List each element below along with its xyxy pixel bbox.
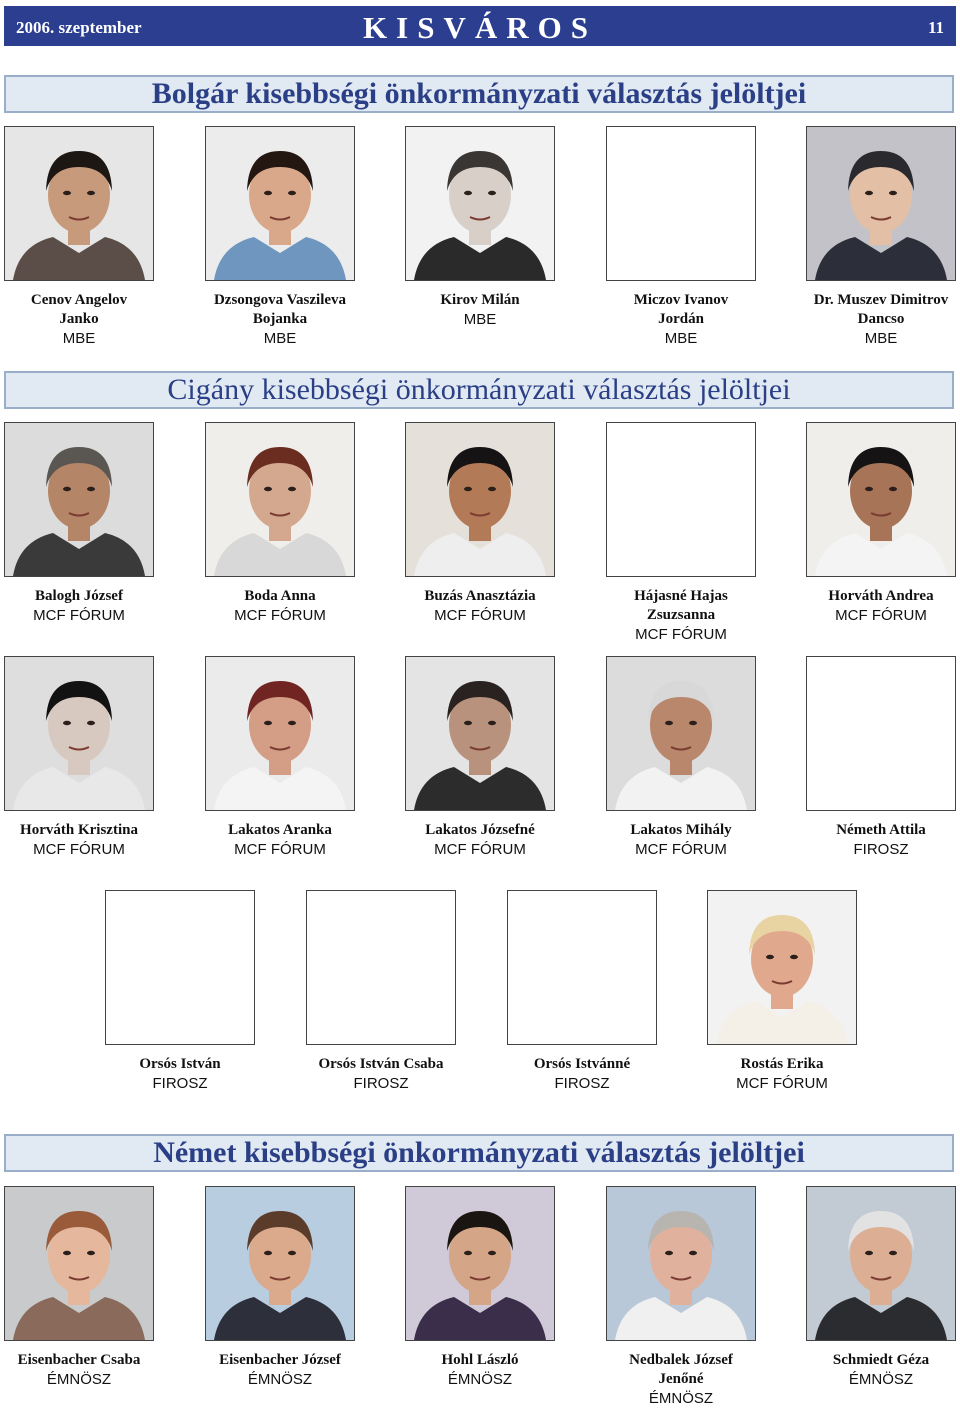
candidate-party: MCF FÓRUM <box>434 841 526 858</box>
candidate-caption <box>385 587 575 625</box>
candidate-name: Miczov Ivanov <box>633 292 729 308</box>
candidate-name: Lakatos Józsefné <box>425 822 535 838</box>
candidate-name: Orsós István <box>139 1056 221 1072</box>
candidate-photo <box>405 422 555 577</box>
candidate-photo <box>205 422 355 577</box>
candidate-name: Lakatos Aranka <box>228 822 332 838</box>
portrait-graphic <box>807 127 955 280</box>
portrait-graphic <box>5 1187 153 1340</box>
candidate-caption <box>786 291 960 348</box>
photo-placeholder <box>606 422 756 577</box>
candidate-party: FIROSZ <box>152 1075 208 1092</box>
candidate-photo <box>606 1186 756 1341</box>
candidate-name: Schmiedt Géza <box>832 1352 930 1368</box>
candidate-photo <box>205 126 355 281</box>
candidate-card <box>606 126 756 348</box>
candidate-party: MCF FÓRUM <box>234 841 326 858</box>
candidate-photo <box>405 1186 555 1341</box>
candidate-caption <box>586 821 776 859</box>
candidate-photo <box>806 422 956 577</box>
candidate-caption <box>586 291 776 348</box>
candidate-card <box>4 1186 154 1389</box>
candidate-card <box>606 656 756 859</box>
photo-placeholder <box>606 126 756 281</box>
portrait-graphic <box>5 127 153 280</box>
candidate-party: MCF FÓRUM <box>635 626 727 643</box>
candidate-party: MCF FÓRUM <box>835 607 927 624</box>
candidate-photo <box>4 656 154 811</box>
portrait-graphic <box>406 1187 554 1340</box>
candidate-photo <box>205 1186 355 1341</box>
candidate-party: MBE <box>62 330 96 347</box>
candidate-caption <box>185 821 375 859</box>
candidate-name: Dr. Muszev Dimitrov <box>813 292 949 308</box>
portrait-graphic <box>206 127 354 280</box>
portrait-graphic <box>607 1187 755 1340</box>
candidate-caption <box>185 291 375 348</box>
candidate-photo <box>806 1186 956 1341</box>
candidate-card <box>405 1186 555 1389</box>
candidate-party: MBE <box>263 330 297 347</box>
portrait-graphic <box>406 657 554 810</box>
newspaper-title: KISVÁROS <box>363 10 597 45</box>
candidate-name: Balogh József <box>35 588 123 604</box>
candidate-caption <box>786 821 960 859</box>
candidate-party: ÉMNÖSZ <box>447 1371 513 1388</box>
portrait-graphic <box>406 423 554 576</box>
candidate-photo <box>4 1186 154 1341</box>
candidate-caption <box>385 821 575 859</box>
candidate-card <box>707 890 857 1093</box>
candidate-caption <box>185 1351 375 1389</box>
candidate-party: MCF FÓRUM <box>234 607 326 624</box>
candidate-caption <box>586 587 776 644</box>
candidate-caption <box>586 1351 776 1408</box>
candidate-photo <box>707 890 857 1045</box>
candidate-caption <box>687 1055 877 1093</box>
candidate-party: ÉMNÖSZ <box>648 1390 714 1407</box>
candidate-party: MBE <box>864 330 898 347</box>
candidate-name: Zsuzsanna <box>646 607 716 623</box>
candidate-party: MCF FÓRUM <box>33 607 125 624</box>
candidate-name: Buzás Anasztázia <box>424 588 536 604</box>
candidate-card <box>4 656 154 859</box>
candidate-caption <box>286 1055 476 1093</box>
candidate-photo <box>806 126 956 281</box>
candidate-card <box>507 890 657 1093</box>
candidate-name: Eisenbacher Csaba <box>17 1352 141 1368</box>
page-number: 11 <box>927 18 944 37</box>
candidate-party: MCF FÓRUM <box>434 607 526 624</box>
candidate-party: ÉMNÖSZ <box>46 1371 112 1388</box>
candidate-name: Jordán <box>658 311 704 327</box>
candidate-card <box>205 126 355 348</box>
candidate-party: MBE <box>664 330 698 347</box>
candidate-name: Horváth Andrea <box>828 588 934 604</box>
candidate-name: Lakatos Mihály <box>630 822 732 838</box>
candidate-party: MCF FÓRUM <box>33 841 125 858</box>
candidate-photo <box>4 126 154 281</box>
candidate-caption <box>185 587 375 625</box>
candidate-card <box>205 422 355 625</box>
portrait-graphic <box>5 423 153 576</box>
portrait-graphic <box>807 423 955 576</box>
candidate-caption <box>487 1055 677 1093</box>
candidate-name: Németh Attila <box>836 822 926 838</box>
portrait-graphic <box>807 1187 955 1340</box>
candidate-name: Jenőné <box>658 1371 704 1387</box>
candidate-caption <box>786 587 960 625</box>
candidate-card <box>205 656 355 859</box>
candidate-photo <box>405 656 555 811</box>
section-title-german: Német kisebbségi önkormányzati választás jelöltjei <box>4 1134 954 1172</box>
portrait-graphic <box>708 891 856 1044</box>
candidate-party: MBE <box>463 311 497 328</box>
candidate-caption <box>85 1055 275 1093</box>
candidate-caption <box>385 1351 575 1389</box>
candidate-card <box>606 1186 756 1408</box>
candidate-name: Nedbalek József <box>629 1352 733 1368</box>
candidate-name: Kirov Milán <box>440 292 520 308</box>
candidate-party: FIROSZ <box>853 841 909 858</box>
candidate-name: Orsós István Csaba <box>318 1056 444 1072</box>
portrait-graphic <box>5 657 153 810</box>
candidate-name: Dzsongova Vaszileva <box>213 292 347 308</box>
photo-placeholder <box>105 890 255 1045</box>
candidate-card <box>4 126 154 348</box>
candidate-party: MCF FÓRUM <box>736 1075 828 1092</box>
portrait-graphic <box>206 657 354 810</box>
candidate-party: ÉMNÖSZ <box>247 1371 313 1388</box>
portrait-graphic <box>607 657 755 810</box>
candidate-card <box>806 656 956 859</box>
candidate-photo <box>606 656 756 811</box>
section-title-bulgarian: Bolgár kisebbségi önkormányzati választás jelöltjei <box>4 75 954 113</box>
masthead <box>4 6 956 46</box>
candidate-name: Hájasné Hajas <box>634 588 728 604</box>
candidate-caption <box>786 1351 960 1389</box>
portrait-graphic <box>206 1187 354 1340</box>
candidate-name: Horváth Krisztina <box>20 822 138 838</box>
photo-placeholder <box>806 656 956 811</box>
candidate-name: Orsós Istvánné <box>533 1056 631 1072</box>
candidate-party: FIROSZ <box>554 1075 610 1092</box>
candidate-card <box>806 1186 956 1389</box>
candidate-name: Dancso <box>857 311 905 327</box>
photo-placeholder <box>306 890 456 1045</box>
portrait-graphic <box>206 423 354 576</box>
candidate-card <box>205 1186 355 1389</box>
issue-date: 2006. szeptember <box>16 18 142 37</box>
candidate-card <box>405 422 555 625</box>
portrait-graphic <box>406 127 554 280</box>
candidate-card <box>105 890 255 1093</box>
candidate-caption <box>0 291 174 348</box>
candidate-name: Boda Anna <box>244 588 316 604</box>
section-title-gypsy: Cigány kisebbségi önkormányzati választás jelöltjei <box>4 371 954 409</box>
candidate-caption <box>0 1351 174 1389</box>
candidate-name: Cenov Angelov <box>30 292 128 308</box>
candidate-name: Janko <box>59 311 99 327</box>
candidate-name: Bojanka <box>252 311 308 327</box>
candidate-card <box>606 422 756 644</box>
candidate-card <box>405 126 555 329</box>
candidate-card <box>806 422 956 625</box>
candidate-photo <box>4 422 154 577</box>
candidate-name: Hohl László <box>441 1352 519 1368</box>
candidate-caption <box>385 291 575 329</box>
photo-placeholder <box>507 890 657 1045</box>
candidate-party: MCF FÓRUM <box>635 841 727 858</box>
candidate-card <box>405 656 555 859</box>
candidate-card <box>4 422 154 625</box>
candidate-caption <box>0 587 174 625</box>
candidate-card <box>306 890 456 1093</box>
candidate-card <box>806 126 956 348</box>
candidate-photo <box>205 656 355 811</box>
candidate-caption <box>0 821 174 859</box>
candidate-name: Rostás Erika <box>740 1056 824 1072</box>
candidate-party: FIROSZ <box>353 1075 409 1092</box>
candidate-photo <box>405 126 555 281</box>
candidate-name: Eisenbacher József <box>219 1352 341 1368</box>
candidate-party: ÉMNÖSZ <box>848 1371 914 1388</box>
